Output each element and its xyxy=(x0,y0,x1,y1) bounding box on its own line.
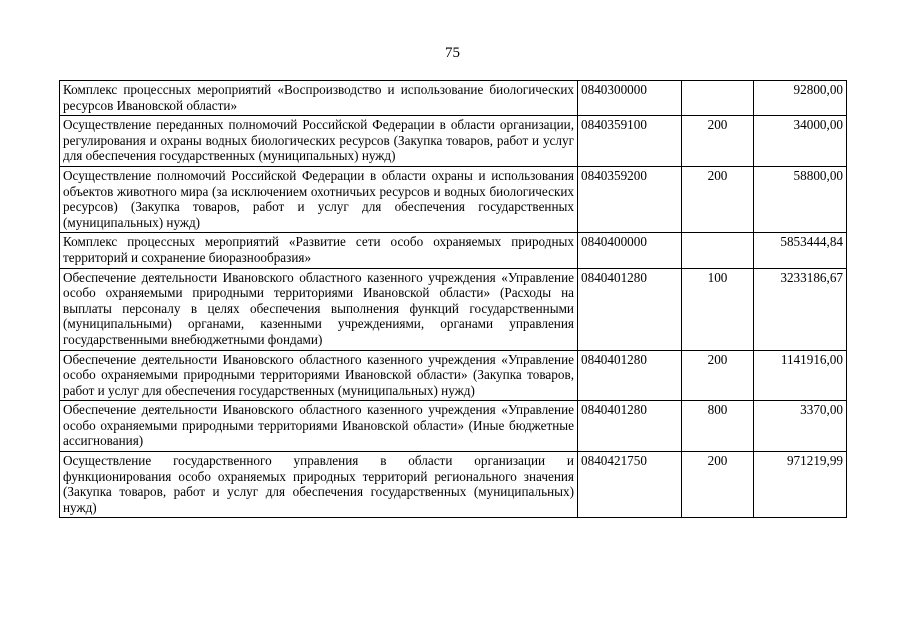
row-name-cell: Обеспечение деятельности Ивановского областного казенного учреждения «Управление особо охраняемыми природными территориями Ивановской области» (Закупка товаров, работ и услуг для обеспечения государственных (муниципальных) нужд) xyxy=(60,350,578,401)
budget-table xyxy=(59,80,847,518)
row-sum-cell: 58800,00 xyxy=(754,166,847,232)
row-code-cell: 0840421750 xyxy=(578,452,682,518)
row-expense-type-cell: 200 xyxy=(682,166,754,232)
table-row xyxy=(60,233,847,268)
row-name-cell: Комплекс процессных мероприятий «Воспроизводство и использование биологических ресурсов Ивановской области» xyxy=(60,81,578,116)
row-sum-cell: 92800,00 xyxy=(754,81,847,116)
page-number: 75 xyxy=(445,45,460,61)
row-sum-cell: 1141916,00 xyxy=(754,350,847,401)
row-code-cell: 0840401280 xyxy=(578,401,682,452)
row-expense-type-cell: 200 xyxy=(682,452,754,518)
row-code-cell: 0840359100 xyxy=(578,116,682,167)
row-sum-cell: 34000,00 xyxy=(754,116,847,167)
budget-table-body xyxy=(60,81,847,518)
row-code-cell: 0840359200 xyxy=(578,166,682,232)
row-name-cell: Осуществление полномочий Российской Федерации в области охраны и использования объектов животного мира (за исключением охотничьих ресурсов и водных биологических ресурсов) (Закупка товаров, работ и услуг для обеспечения государственных (муниципальных) нужд) xyxy=(60,166,578,232)
row-expense-type-cell xyxy=(682,81,754,116)
row-expense-type-cell: 800 xyxy=(682,401,754,452)
row-code-cell: 0840400000 xyxy=(578,233,682,268)
row-expense-type-cell: 200 xyxy=(682,116,754,167)
row-name-cell: Осуществление переданных полномочий Российской Федерации в области организации, регулирования и охраны водных биологических ресурсов (Закупка товаров, работ и услуг для обеспечения государственных (муниципальных) нужд) xyxy=(60,116,578,167)
row-expense-type-cell xyxy=(682,233,754,268)
row-expense-type-cell: 100 xyxy=(682,268,754,350)
row-sum-cell: 3370,00 xyxy=(754,401,847,452)
table-row xyxy=(60,81,847,116)
table-row xyxy=(60,268,847,350)
row-sum-cell: 971219,99 xyxy=(754,452,847,518)
row-expense-type-cell: 200 xyxy=(682,350,754,401)
table-row xyxy=(60,116,847,167)
row-code-cell: 0840401280 xyxy=(578,350,682,401)
table-row xyxy=(60,401,847,452)
table-row xyxy=(60,350,847,401)
row-name-cell: Обеспечение деятельности Ивановского областного казенного учреждения «Управление особо охраняемыми природными территориями Ивановской области» (Расходы на выплаты персоналу в целях обеспечения выполнения функций государственными (муниципальными) органами, казенными учреждениями, органами управления государственными внебюджетными фондами) xyxy=(60,268,578,350)
table-row xyxy=(60,166,847,232)
row-code-cell: 0840300000 xyxy=(578,81,682,116)
row-sum-cell: 5853444,84 xyxy=(754,233,847,268)
row-code-cell: 0840401280 xyxy=(578,268,682,350)
row-name-cell: Комплекс процессных мероприятий «Развитие сети особо охраняемых природных территорий и сохранение биоразнообразия» xyxy=(60,233,578,268)
table-row xyxy=(60,452,847,518)
row-sum-cell: 3233186,67 xyxy=(754,268,847,350)
row-name-cell: Обеспечение деятельности Ивановского областного казенного учреждения «Управление особо охраняемыми природными территориями Ивановской области» (Иные бюджетные ассигнования) xyxy=(60,401,578,452)
row-name-cell: Осуществление государственного управления в области организации и функционирования особо охраняемых природных территорий регионального значения (Закупка товаров, работ и услуг для обеспечения государственных (муниципальных) нужд) xyxy=(60,452,578,518)
